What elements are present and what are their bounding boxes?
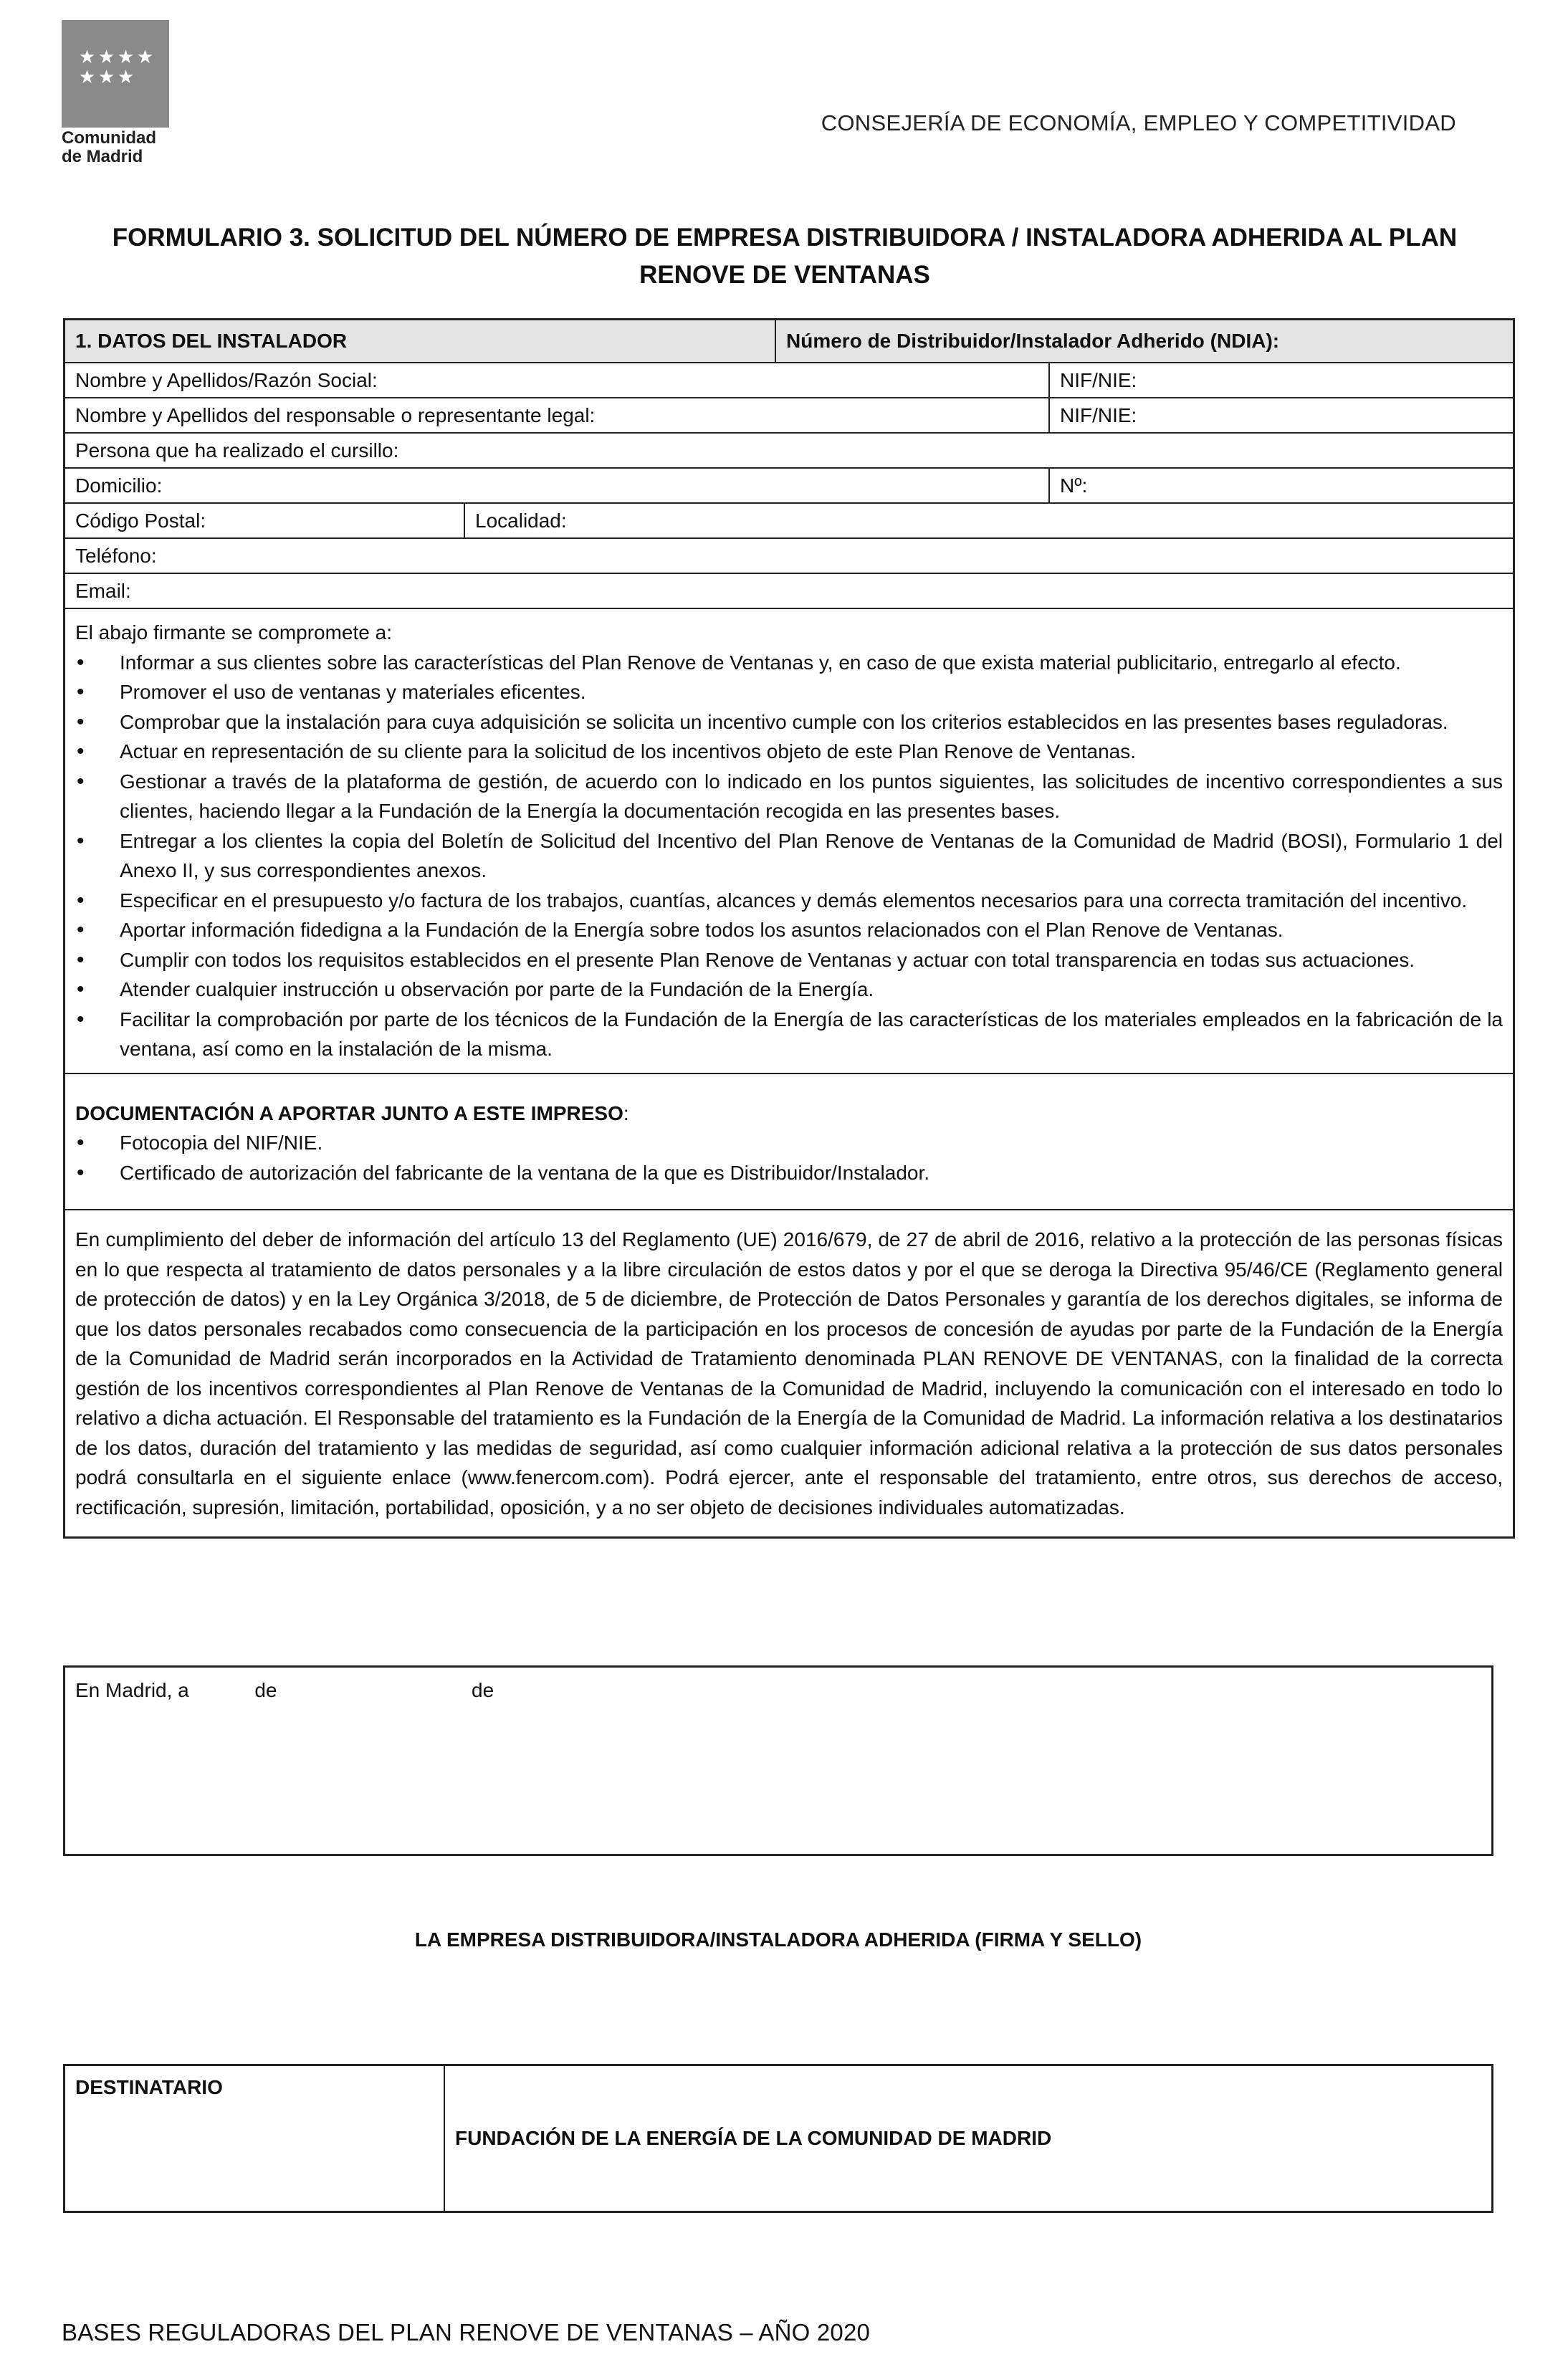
recipient-value: FUNDACIÓN DE LA ENERGÍA DE LA COMUNIDAD DE MADRID (455, 2127, 1052, 2149)
comunidad-madrid-logo (62, 20, 169, 128)
documentation-item: • Fotocopia del NIF/NIE. (75, 1128, 1503, 1158)
course-row (65, 434, 1513, 469)
commitment-item: • Atender cualquier instrucción u observación por parte de la Fundación de la Energía. (75, 975, 1503, 1005)
email-field[interactable]: Email: (75, 579, 131, 602)
address-field[interactable]: Domicilio: (75, 474, 163, 497)
document-title-line1: FORMULARIO 3. SOLICITUD DEL NÚMERO DE EMPRESA DISTRIBUIDORA / INSTALADORA ADHERIDA AL PLAN (112, 224, 1458, 252)
documentation-colon: : (623, 1101, 629, 1124)
city-field[interactable]: Localidad: (464, 504, 1513, 537)
ndia-field[interactable]: Número de Distribuidor/Instalador Adherido (NDIA): (775, 320, 1513, 362)
phone-row (65, 539, 1513, 574)
documentation-heading (75, 1099, 1503, 1129)
page-footer: BASES REGULADORAS DEL PLAN RENOVE DE VENTANAS – AÑO 2020 (62, 2319, 871, 2346)
stars-icon: ★ ★ ★ ★ ★ ★ ★ (78, 46, 154, 87)
nif-field[interactable]: NIF/NIE: (1048, 363, 1513, 397)
commitment-item: • Aportar información fidedigna a la Fundación de la Energía sobre todos los asuntos relacionados con el Plan Renove de Ventanas. (75, 915, 1503, 945)
name-row (65, 363, 1513, 398)
documentation-item: • Certificado de autorización del fabricante de la ventana de la que es Distribuidor/Instalador. (75, 1158, 1503, 1188)
document-title (86, 219, 1483, 294)
commitment-item: • Actuar en representación de su cliente para la solicitud de los incentivos objeto de este Plan Renove de Ventanas. (75, 737, 1503, 767)
de-label-1: de (254, 1679, 277, 1701)
commitment-item: • Cumplir con todos los requisitos establecidos en el presente Plan Renove de Ventanas y actuar con total transparencia en todas sus actuaciones. (75, 945, 1503, 975)
commitment-item: • Gestionar a través de la plataforma de gestión, de acuerdo con lo indicado en los puntos siguientes, las solicitudes de incentivo correspondientes a sus clientes, haciendo llegar a la Fundación de la Energía la documentación recogida en las presentes bases. (75, 767, 1503, 826)
representative-field[interactable]: Nombre y Apellidos del responsable o representante legal: (75, 403, 596, 426)
representative-nif-field[interactable]: NIF/NIE: (1048, 398, 1513, 432)
commitment-item: • Comprobar que la instalación para cuya adquisición se solicita un incentivo cumple con los criterios establecidos en las presentes bases reguladoras. (75, 707, 1503, 737)
name-field[interactable]: Nombre y Apellidos/Razón Social: (75, 368, 378, 391)
commitment-item: • Entregar a los clientes la copia del Boletín de Solicitud del Incentivo del Plan Renove de Ventanas de la Comunidad de Madrid (BOSI), Formulario 1 del Anexo II, y sus correspondientes anexos. (75, 826, 1503, 886)
logo-text-line1: Comunidad (62, 128, 156, 148)
representative-row (65, 398, 1513, 434)
recipient-label: DESTINATARIO (65, 2066, 445, 2211)
document-title-line2: RENOVE DE VENTANAS (639, 261, 930, 289)
postal-code-field[interactable]: Código Postal: (75, 509, 206, 532)
consejeria-header: CONSEJERÍA DE ECONOMÍA, EMPLEO Y COMPETITIVIDAD (821, 110, 1456, 135)
commitments-intro: El abajo firmante se compromete a: (75, 621, 392, 644)
commitment-item: • Facilitar la comprobación por parte de los técnicos de la Fundación de la Energía de las características de los materiales empleados en la fabricación de la ventana, así como en la instalación de la misma. (75, 1005, 1503, 1064)
course-field[interactable]: Persona que ha realizado el cursillo: (75, 439, 399, 462)
place-label: En Madrid, a (75, 1679, 189, 1701)
commitments-list (75, 648, 1503, 1064)
address-row (65, 469, 1513, 504)
logo-text-line2: de Madrid (62, 147, 143, 166)
documentation-title: DOCUMENTACIÓN A APORTAR JUNTO A ESTE IMPRESO (75, 1101, 623, 1124)
logo-text (62, 129, 156, 166)
postal-city-row (65, 504, 1513, 539)
email-row (65, 574, 1513, 609)
documentation-list (75, 1128, 1503, 1187)
installer-section-title: 1. DATOS DEL INSTALADOR (75, 330, 348, 352)
privacy-notice: En cumplimiento del deber de información del artículo 13 del Reglamento (UE) 2016/679, de 27 de abril de 2016, relativo a la protección de las personas físicas en lo que respecta al tratamiento de datos personales y a la libre circulación de estos datos y por el que se deroga la Directiva 95/46/CE (Reglamento general de protección de datos) y en la Ley Orgánica 3/2018, de 5 de diciembre, de Protección de Datos Personales y garantía de los derechos digitales, se informa de que los datos personales recabados como consecuencia de la participación en los procesos de concesión de ayudas por parte de la Fundación de la Energía de la Comunidad de Madrid serán incorporados en la Actividad de Tratamiento denominada PLAN RENOVE DE VENTANAS, con la finalidad de la correcta gestión de los incentivos correspondientes al Plan Renove de Ventanas de la Comunidad de Madrid, incluyendo la comunicación con el interesado en todo lo relativo a dicha actuación. El Responsable del tratamiento es la Fundación de la Energía de la Comunidad de Madrid. La información relativa a los destinatarios de los datos, duración del tratamiento y las medidas de seguridad, así como cualquier información adicional relativa a la protección de sus datos personales podrá consultarla en el siguiente enlace (www.fenercom.com). Podrá ejercer, ante el responsable del tratamiento, entre otros, sus derechos de acceso, rectificación, supresión, limitación, portabilidad, oposición, y a no ser objeto de decisiones individuales automatizadas. (75, 1228, 1503, 1519)
commitment-item: • Especificar en el presupuesto y/o factura de los trabajos, cuantías, alcances y demás elementos necesarios para una correcta tramitación del incentivo. (75, 886, 1503, 916)
signature-date (75, 1679, 494, 1702)
de-label-2: de (472, 1679, 494, 1701)
street-number-field[interactable]: Nº: (1048, 469, 1513, 502)
installer-form (63, 318, 1515, 1539)
commitment-item: • Informar a sus clientes sobre las características del Plan Renove de Ventanas y, en caso de que exista material publicitario, entregarlo al efecto. (75, 648, 1503, 678)
documentation-section (65, 1074, 1513, 1211)
installer-section-header (65, 320, 1513, 363)
phone-field[interactable]: Teléfono: (75, 544, 157, 567)
commitments-section (65, 609, 1513, 1074)
recipient-box (63, 2064, 1493, 2213)
signer-label: LA EMPRESA DISTRIBUIDORA/INSTALADORA ADHERIDA (FIRMA Y SELLO) (414, 1928, 1142, 1951)
commitment-item: • Promover el uso de ventanas y materiales eficentes. (75, 677, 1503, 707)
signature-box (63, 1665, 1493, 1951)
